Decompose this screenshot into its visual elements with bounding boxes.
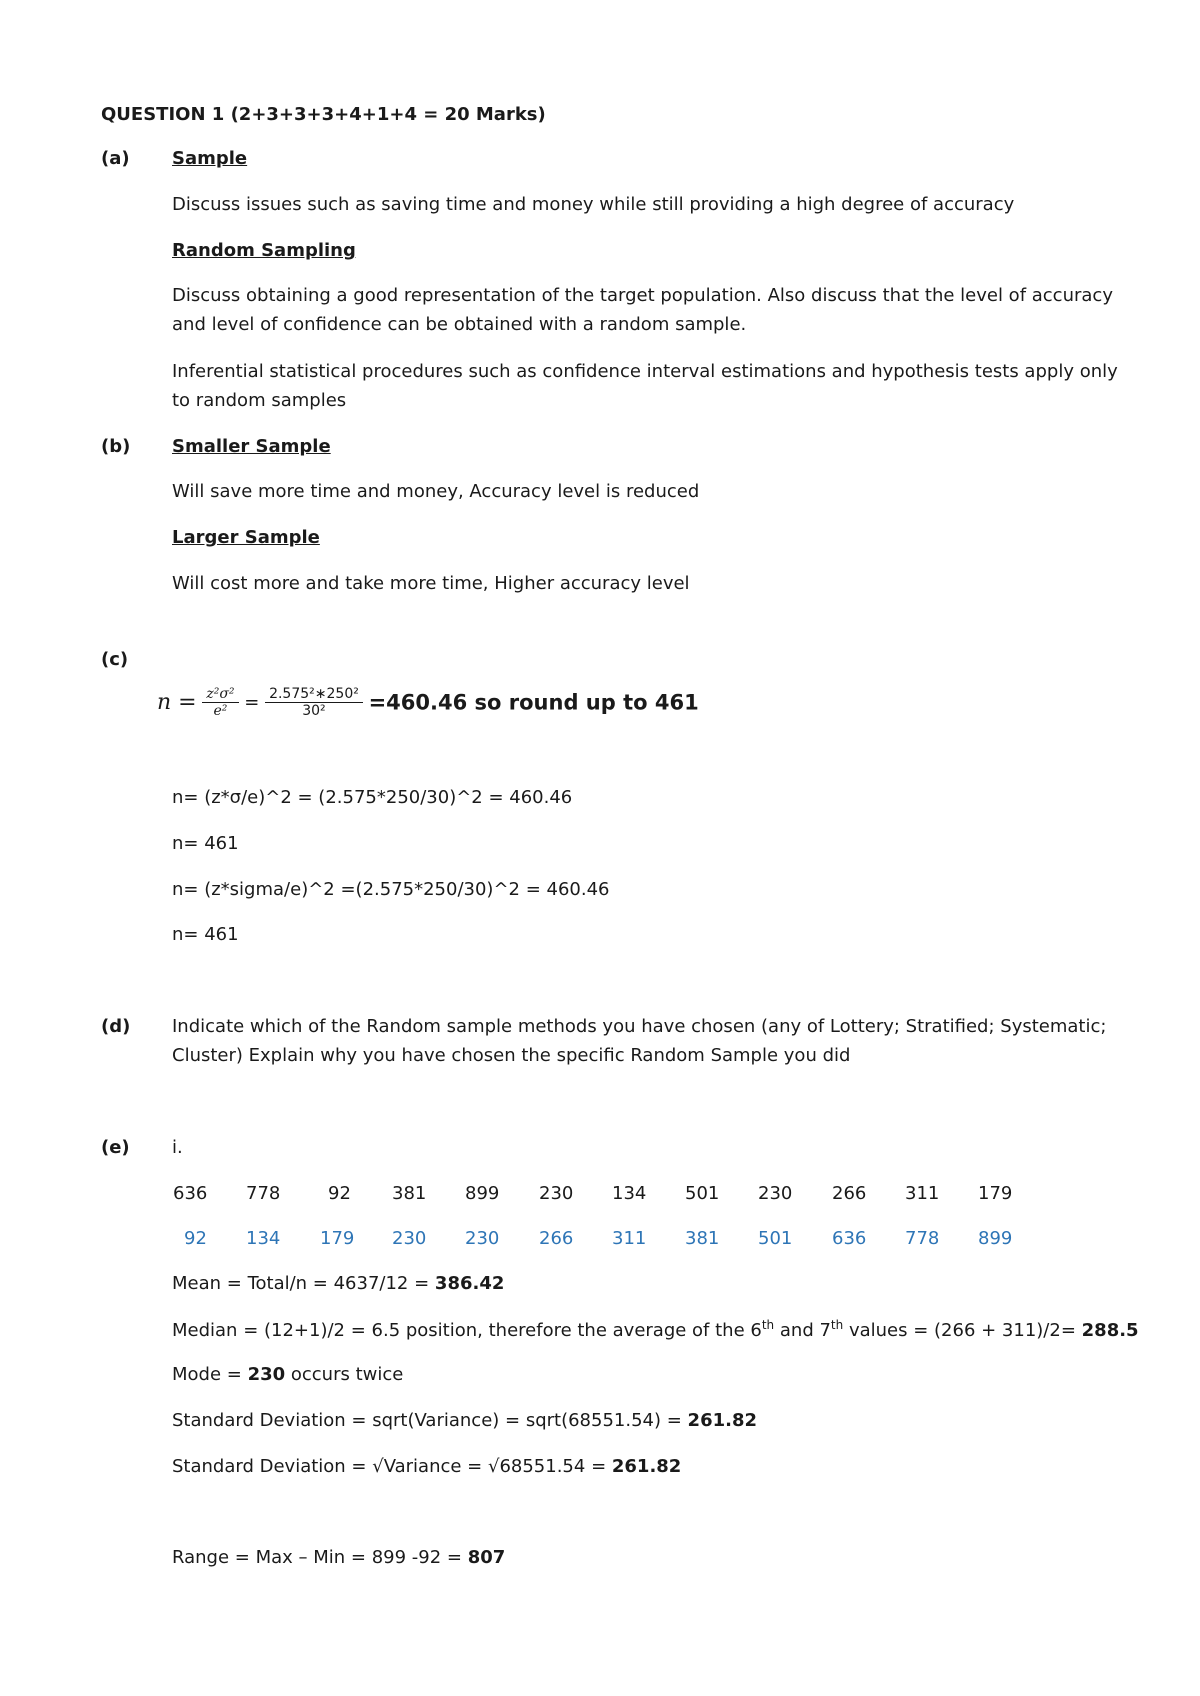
std-dev-1-text: Standard Deviation = sqrt(Variance) = sqrt(68551.54) =	[172, 1410, 688, 1431]
mode-value: 230	[247, 1364, 286, 1385]
formula-result: =460.46 so round up to 461	[368, 690, 699, 715]
std-dev-2-value: 261.82	[611, 1456, 682, 1477]
formula-denominator-numeric: 30²	[265, 702, 363, 719]
median-text-b: and 7	[774, 1320, 831, 1341]
median-sup-6th: th	[761, 1318, 775, 1332]
sorted-value: 92	[184, 1228, 207, 1249]
median-value: 288.5	[1081, 1320, 1139, 1341]
median-sup-7th: th	[830, 1318, 844, 1332]
raw-value: 92	[328, 1183, 351, 1204]
part-a-random-text-line2: and level of confidence can be obtained with a random sample.	[172, 314, 747, 335]
formula-numerator-numeric: 2.575²∗250²	[269, 686, 359, 702]
range-value: 807	[467, 1547, 506, 1568]
formula-lhs: n =	[157, 690, 197, 715]
part-c-line2: n= 461	[172, 833, 239, 854]
sorted-value: 311	[612, 1228, 647, 1249]
part-b-label: (b)	[101, 436, 131, 457]
part-d-line2: Cluster) Explain why you have chosen the specific Random Sample you did	[172, 1045, 851, 1066]
part-a-random-text-line1: Discuss obtaining a good representation of the target population. Also discuss that the level of accuracy	[172, 285, 1113, 306]
raw-value: 899	[465, 1183, 500, 1204]
part-d-label: (d)	[101, 1016, 131, 1037]
raw-value: 179	[978, 1183, 1013, 1204]
mean-value: 386.42	[434, 1273, 505, 1294]
part-b-larger-text: Will cost more and take more time, Higher accuracy level	[172, 573, 690, 594]
raw-value: 134	[612, 1183, 647, 1204]
raw-value: 501	[685, 1183, 720, 1204]
part-c-line4: n= 461	[172, 924, 239, 945]
part-a-label: (a)	[101, 148, 130, 169]
range-text: Range = Max – Min = 899 -92 =	[172, 1547, 468, 1568]
part-b-heading-smaller-sample: Smaller Sample	[172, 436, 331, 457]
sorted-value: 179	[320, 1228, 355, 1249]
sorted-value: 636	[832, 1228, 867, 1249]
question-title: QUESTION 1 (2+3+3+3+4+1+4 = 20 Marks)	[101, 104, 546, 125]
std-dev-1-value: 261.82	[687, 1410, 758, 1431]
formula-equals: =	[244, 692, 260, 713]
sorted-value: 381	[685, 1228, 720, 1249]
range-line	[172, 1547, 505, 1569]
sorted-value: 899	[978, 1228, 1013, 1249]
formula-fraction-symbolic	[202, 686, 238, 719]
part-b-smaller-text: Will save more time and money, Accuracy level is reduced	[172, 481, 700, 502]
part-e-label: (e)	[101, 1137, 130, 1158]
std-dev-2-text: Standard Deviation = √Variance = √68551.54 =	[172, 1456, 612, 1477]
raw-value: 230	[539, 1183, 574, 1204]
raw-value: 266	[832, 1183, 867, 1204]
mean-text: Mean = Total/n = 4637/12 =	[172, 1273, 435, 1294]
part-c-line3: n= (z*sigma/e)^2 =(2.575*250/30)^2 = 460.46	[172, 879, 610, 900]
sorted-value: 501	[758, 1228, 793, 1249]
raw-value: 778	[246, 1183, 281, 1204]
raw-value: 636	[173, 1183, 208, 1204]
formula-numerator-symbolic: z²σ²	[206, 686, 235, 702]
median-text-c: values = (266 + 311)/2=	[843, 1320, 1082, 1341]
sorted-value: 778	[905, 1228, 940, 1249]
raw-value: 230	[758, 1183, 793, 1204]
part-c-line1: n= (z*σ/e)^2 = (2.575*250/30)^2 = 460.46	[172, 787, 573, 808]
part-a-sample-text: Discuss issues such as saving time and money while still providing a high degree of accuracy	[172, 194, 1015, 215]
sample-size-formula	[157, 686, 699, 719]
std-dev-line-1	[172, 1410, 757, 1432]
sorted-value: 134	[246, 1228, 281, 1249]
raw-value: 311	[905, 1183, 940, 1204]
part-d-line1: Indicate which of the Random sample methods you have chosen (any of Lottery; Stratified; Systematic;	[172, 1016, 1107, 1037]
mode-text-b: occurs twice	[285, 1364, 404, 1385]
median-text-a: Median = (12+1)/2 = 6.5 position, therefore the average of the 6	[172, 1320, 762, 1341]
std-dev-line-2	[172, 1456, 681, 1478]
part-a-inferential-line2: to random samples	[172, 390, 347, 411]
raw-value: 381	[392, 1183, 427, 1204]
part-b-heading-larger-sample: Larger Sample	[172, 527, 320, 548]
mode-text-a: Mode =	[172, 1364, 248, 1385]
part-c-label: (c)	[101, 649, 129, 670]
formula-fraction-numeric	[265, 686, 363, 719]
part-a-heading-random-sampling: Random Sampling	[172, 240, 356, 261]
formula-denominator-symbolic: e²	[202, 702, 238, 719]
part-e-sub-label: i.	[172, 1137, 183, 1158]
part-a-inferential-line1: Inferential statistical procedures such as confidence interval estimations and hypothesis tests apply only	[172, 361, 1118, 382]
mean-line	[172, 1273, 504, 1295]
median-line	[172, 1318, 1139, 1342]
sorted-value: 266	[539, 1228, 574, 1249]
sorted-value: 230	[465, 1228, 500, 1249]
part-a-heading-sample: Sample	[172, 148, 248, 169]
mode-line	[172, 1364, 403, 1386]
sorted-value: 230	[392, 1228, 427, 1249]
